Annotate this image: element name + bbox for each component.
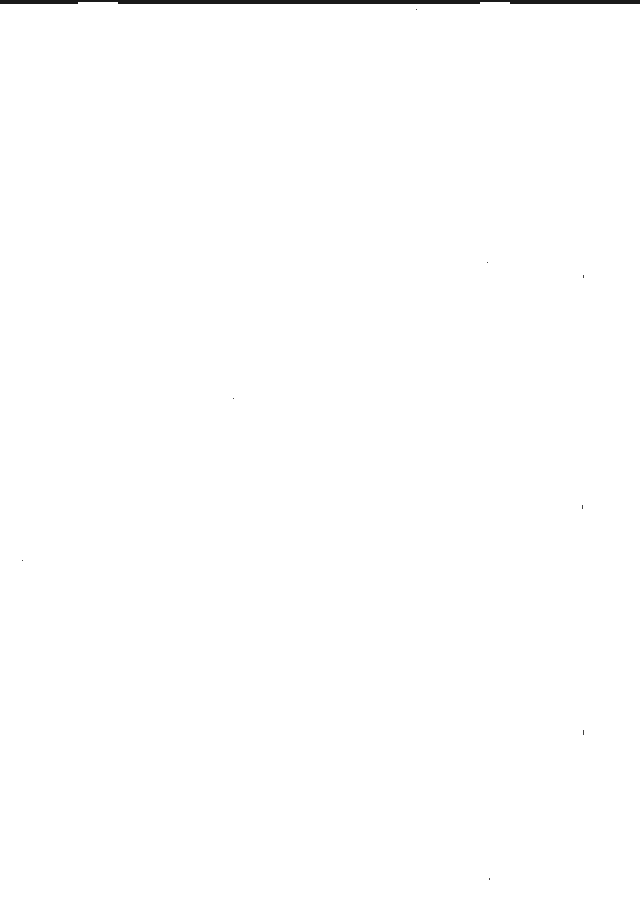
signature-block <box>100 290 119 310</box>
scan-speck <box>582 505 583 509</box>
scan-speck <box>489 878 490 880</box>
scan-speck <box>233 398 234 399</box>
top-border-gap <box>78 2 118 4</box>
scan-speck <box>416 9 417 10</box>
scan-speck <box>583 730 584 735</box>
scan-speck <box>487 262 488 263</box>
scan-speck <box>22 560 23 561</box>
scan-speck <box>583 275 584 278</box>
top-border-gap <box>480 2 510 4</box>
signature-region-line <box>100 290 119 310</box>
